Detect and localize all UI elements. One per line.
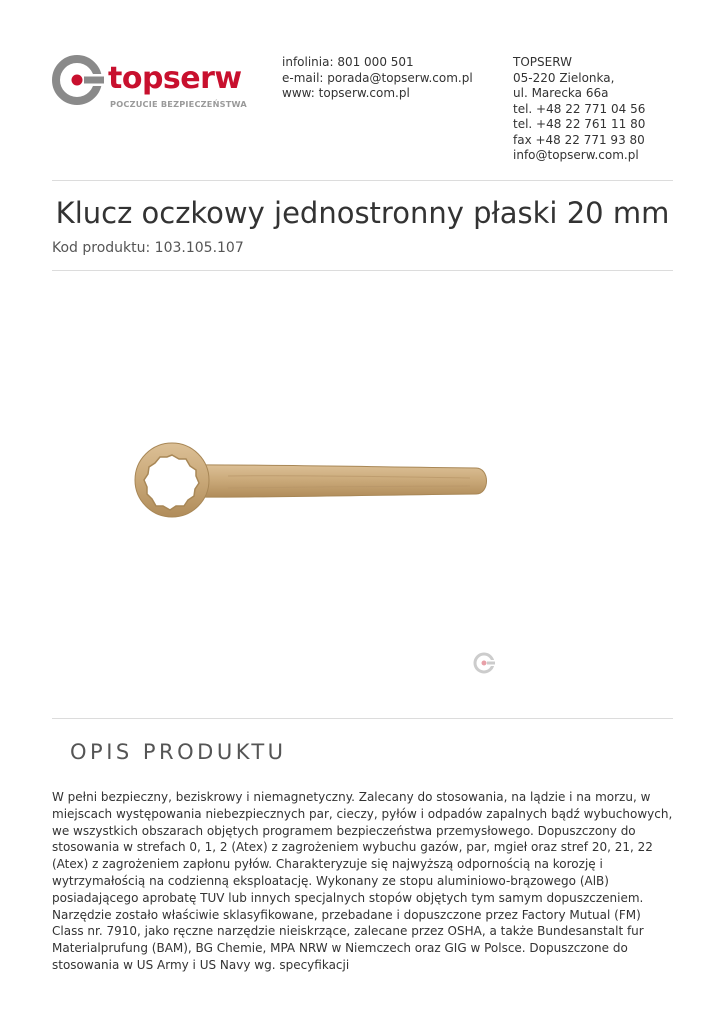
product-code: Kod produktu: 103.105.107 [52,240,244,256]
company-name: TOPSERW [513,55,572,69]
email-link[interactable]: e-mail: porada@topserw.com.pl [282,70,473,85]
wrench-image [110,300,510,680]
hotline-text: infolinia: 801 000 501 [282,55,414,69]
address-line: 05-220 Zielonka, [513,70,615,85]
description-text: W pełni bezpieczny, beziskrowy i niemagnetyczny. Zalecany do stosowania, na lądzie i na morzu, w miejscach występowania niebezpiecznych par, cieczy, pyłów i odpadów zapalnych bądź wybuchowych, we wszystkich obszarach objętych programem bezpieczeństwa przemysłowego. Dopuszczony do stosowania w strefach 0, 1, 2 (Atex) z zagrożeniem wybuchu gazów, par, mgieł oraz stref 20, 21, 22 (Atex) z zagrożeniem zapłonu pyłów. Charakteryzuje się najwyższą odpornością na korozję i wytrzymałością na codzienną eksploatację. Wykonany ze stopu aluminiowo-brązowego (AlB) posiadającego aprobatę TUV lub innych specjalnych stopów objętych tym samym dopuszczeniem. Narzędzie zostało właściwie sklasyfikowane, przebadane i dopuszczone przez Factory Mutual (FM) Class nr. 7910, jako ręczne narzędzie nieiskrzące, zalecane przez OSHA, a także Bundesanstalt fur Materialprufung (BAM), BG Chemie, MPA NRW w Niemczech oraz GIG w Polsce. Dopuszczone do stosowania w US Army i US Navy wg. specyfikacji [52,790,673,972]
description-heading: OPIS PRODUKTU [70,740,287,764]
phone-line: tel. +48 22 771 04 56 [513,101,646,116]
divider [52,718,673,719]
logo-tagline: POCZUCIE BEZPIECZEŃSTWA [110,99,247,109]
divider [52,180,673,181]
website-link[interactable]: www: topserw.com.pl [282,86,410,100]
company-logo[interactable] [50,53,250,113]
company-address [513,55,645,164]
divider [52,270,673,271]
fax-line: fax +48 22 771 93 80 [513,132,645,147]
phone-line: tel. +48 22 761 11 80 [513,117,646,131]
contact-info [282,55,473,102]
logo-wordmark: topserw [108,61,242,96]
topserw-watermark-icon [472,651,496,675]
email-link[interactable]: info@topserw.com.pl [513,148,639,162]
product-title: Klucz oczkowy jednostronny płaski 20 mm [55,196,670,230]
topserw-logo-icon [50,53,104,107]
address-line: ul. Marecka 66a [513,86,609,100]
